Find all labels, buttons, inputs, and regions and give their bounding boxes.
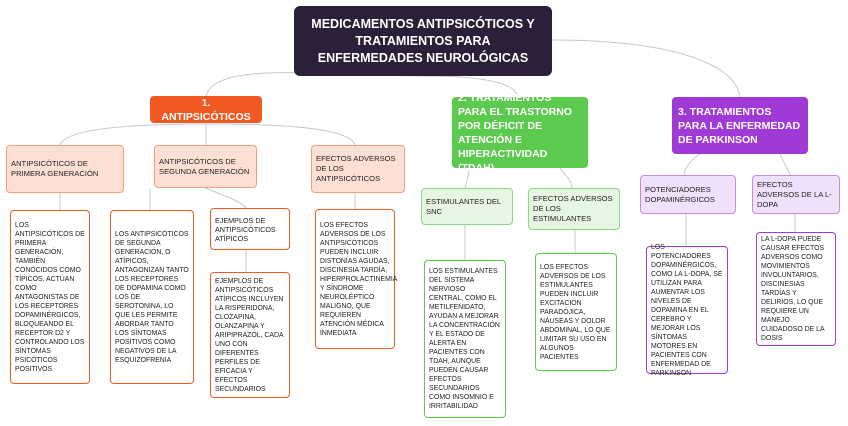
first-gen-desc: LOS ANTIPSICÓTICOS DE PRIMERA GENERACIÓN, TAMBIÉN CONOCIDOS COMO TÍPICOS, ACTÚAN COMO ANTAGONISTAS DE LOS RECEPTORES DOPAMINÉRGICOS, BLOQUEANDO EL RECEPTOR D2 Y CONTROLANDO LOS SÍNTOMAS PSICÓTICOS POSITIVOS bbox=[10, 210, 90, 384]
ldopa-adverse-desc: LA L-DOPA PUEDE CAUSAR EFECTOS ADVERSOS COMO MOVIMIENTOS INVOLUNTARIOS, DISCINESIAS TARDÍAS Y DELIRIOS, LO QUE REQUIERE UN MANEJO CUIDADOSO DE LA DOSIS bbox=[756, 232, 836, 346]
root-title: MEDICAMENTOS ANTIPSICÓTICOS Y TRATAMIENTOS PARA ENFERMEDADES NEUROLÓGICAS bbox=[294, 6, 552, 76]
enhancers-node: POTENCIADORES DOPAMINÉRGICOS bbox=[640, 175, 736, 214]
stimulants-desc: LOS ESTIMULANTES DEL SISTEMA NERVIOSO CENTRAL, COMO EL METILFENIDATO, AYUDAN A MEJORAR LA CONCENTRACIÓN Y EL ESTADO DE ALERTA EN PACIENTES CON TDAH, AUNQUE PUEDEN CAUSAR EFECTOS SECUNDARIOS COMO INSOMNIO E IRRITABILIDAD bbox=[424, 260, 506, 418]
first-gen-node: ANTIPSICÓTICOS DE PRIMERA GENERACIÓN bbox=[6, 145, 124, 193]
antipsychotic-adverse-node: EFECTOS ADVERSOS DE LOS ANTIPSICÓTICOS bbox=[311, 145, 405, 193]
second-gen-desc: LOS ANTIPSICÓTICOS DE SEGUNDA GENERACIÓN, O ATÍPICOS, ANTAGONIZAN TANTO LOS RECEPTORES DE DOPAMINA COMO LOS DE SEROTONINA, LO QUE LES PERMITE ABORDAR TANTO LOS SÍNTOMAS POSITIVOS COMO NEGATIVOS DE LA ESQUIZOFRENIA bbox=[110, 210, 194, 384]
stimulant-adverse-desc: LOS EFECTOS ADVERSOS DE LOS ESTIMULANTES PUEDEN INCLUIR EXCITACIÓN PARADÓJICA, NÁUSEAS Y DOLOR ABDOMINAL, LO QUE LIMITAR SU USO EN ALGUNOS PACIENTES bbox=[535, 253, 617, 371]
stimulants-node: ESTIMULANTES DEL SNC bbox=[421, 188, 513, 225]
stimulant-adverse-node: EFECTOS ADVERSOS DE LOS ESTIMULANTES bbox=[528, 188, 620, 230]
antipsychotic-adverse-desc: LOS EFECTOS ADVERSOS DE LOS ANTIPSICÓTICOS PUEDEN INCLUIR DISTONÍAS AGUDAS, DISCINESIA TARDÍA, HIPERPROLACTINEMIA Y SÍNDROME NEUROLÉPTICO MALIGNO, QUE REQUIEREN ATENCIÓN MÉDICA INMEDIATA bbox=[315, 209, 395, 349]
atypical-examples-desc: EJEMPLOS DE ANTIPSICÓTICOS ATÍPICOS INCLUYEN LA RISPERIDONA, CLOZAPINA, OLANZAPINA Y ARIPIPRAZOL, CADA UNO CON DIFERENTES PERFILES DE EFICACIA Y EFECTOS SECUNDARIOS bbox=[210, 272, 290, 398]
atypical-examples-title: EJEMPLOS DE ANTIPSICÓTICOS ATÍPICOS bbox=[210, 208, 290, 250]
enhancers-desc: LOS POTENCIADORES DOPAMINÉRGICOS, COMO LA L-DOPA, SE UTILIZAN PARA AUMENTAR LOS NIVELES DE DOPAMINA EN EL CEREBRO Y MEJORAR LOS SÍNTOMAS MOTORES EN PACIENTES CON ENFERMEDAD DE PARKINSON bbox=[646, 246, 728, 374]
second-gen-node: ANTIPSICÓTICOS DE SEGUNDA GENERACIÓN bbox=[154, 145, 257, 188]
ldopa-adverse-node: EFECTOS ADVERSOS DE LA L-DOPA bbox=[752, 175, 840, 214]
branch-antipsicoticos: 1. ANTIPSICÓTICOS bbox=[150, 96, 262, 123]
branch-parkinson: 3. TRATAMIENTOS PARA LA ENFERMEDAD DE PARKINSON bbox=[672, 97, 808, 154]
branch-tdah: 2. TRATAMIENTOS PARA EL TRASTORNO POR DÉFICIT DE ATENCIÓN E HIPERACTIVIDAD (TDAH) bbox=[452, 97, 588, 168]
